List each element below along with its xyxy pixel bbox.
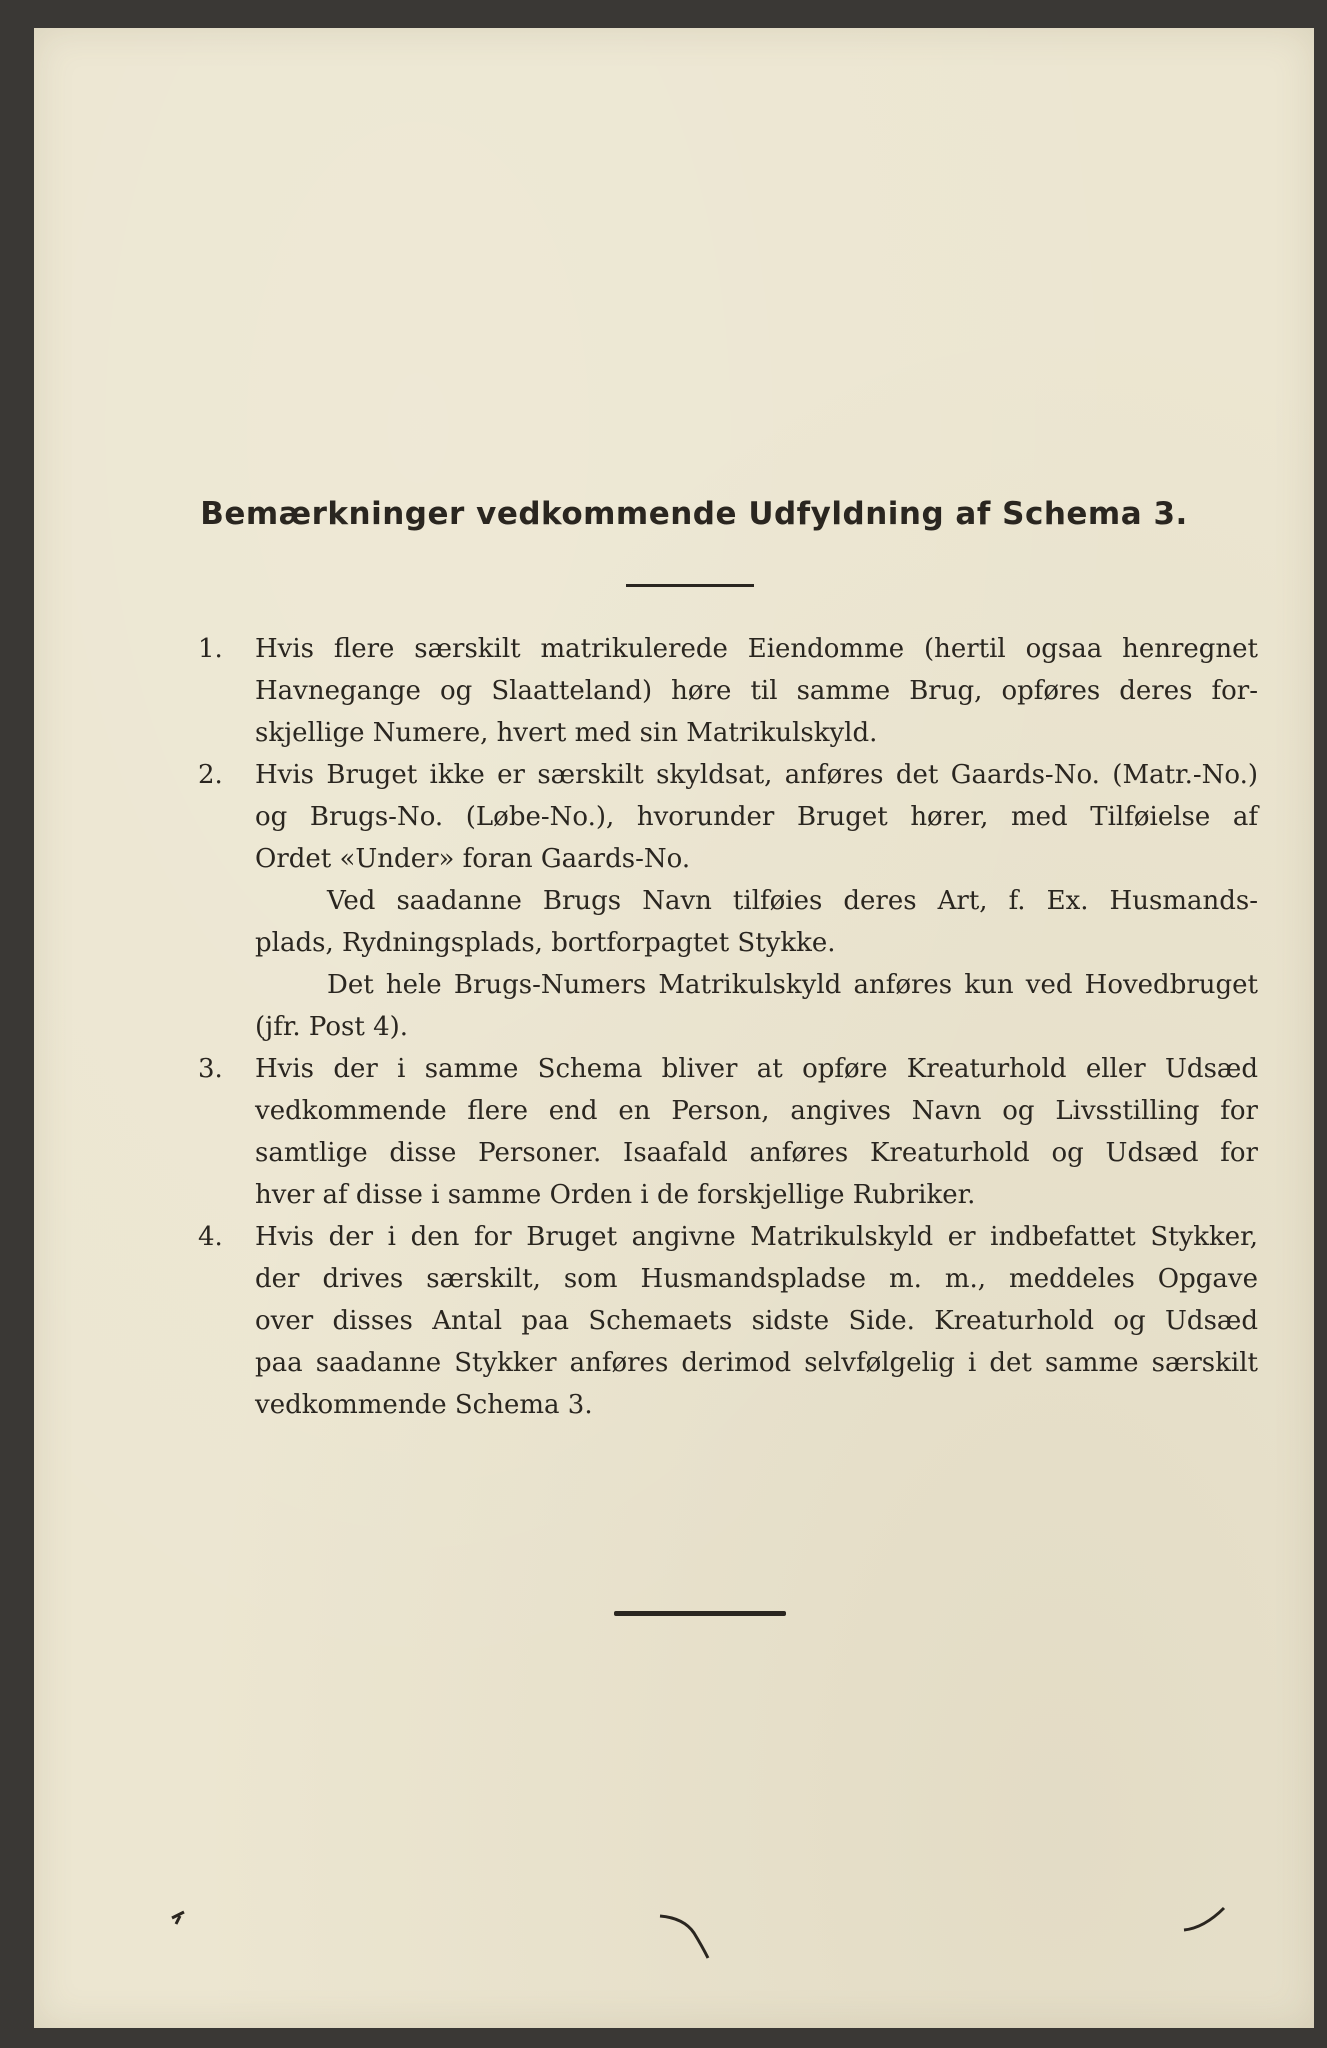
text-line: samtlige disse Personer. Isaafald anføres Kreaturhold og Udsæd for bbox=[255, 1138, 1258, 1168]
text-line: Hvis Bruget ikke er særskilt skyldsat, anføres det Gaards-No. (Matr.-No.) bbox=[255, 760, 1258, 790]
text-line: vedkommende Schema 3. bbox=[255, 1390, 593, 1420]
text-line: Hvis der i samme Schema bliver at opføre Kreaturhold eller Udsæd bbox=[255, 1054, 1258, 1084]
title-divider bbox=[626, 584, 754, 587]
item-number: 4. bbox=[198, 1222, 223, 1252]
remarks-list bbox=[198, 628, 1258, 1426]
text-line: vedkommende flere end en Person, angives Navn og Livsstilling for bbox=[255, 1096, 1258, 1126]
corner-mark-left bbox=[172, 1912, 184, 1924]
corner-mark-right bbox=[1184, 1908, 1224, 1930]
text-line: der drives særskilt, som Husmandspladse m. m., meddeles Opgave bbox=[255, 1264, 1258, 1294]
text-line: skjellige Numere, hvert med sin Matrikulskyld. bbox=[255, 718, 878, 748]
text-line: paa saadanne Stykker anføres derimod selvfølgelig i det samme særskilt bbox=[255, 1348, 1258, 1378]
text-line: plads, Rydningsplads, bortforpagtet Stykke. bbox=[255, 928, 836, 958]
text-line: Ved saadanne Brugs Navn tilføies deres Art, f. Ex. Husmands- bbox=[327, 886, 1258, 916]
item-number: 1. bbox=[198, 634, 223, 664]
document-page bbox=[34, 28, 1314, 2028]
text-line: Havnegange og Slaatteland) høre til samme Brug, opføres deres for- bbox=[255, 676, 1258, 706]
item-number: 3. bbox=[198, 1054, 223, 1084]
remark-item-3 bbox=[198, 1048, 1258, 1216]
item-number: 2. bbox=[198, 760, 223, 790]
text-line: Ordet «Under» foran Gaards-No. bbox=[255, 844, 691, 874]
text-line: over disses Antal paa Schemaets sidste Side. Kreaturhold og Udsæd bbox=[255, 1306, 1258, 1336]
text-line: og Brugs-No. (Løbe-No.), hvorunder Bruget hører, med Tilføielse af bbox=[255, 802, 1258, 832]
text-line: Det hele Brugs-Numers Matrikulskyld anføres kun ved Hovedbruget bbox=[327, 970, 1258, 1000]
corner-mark-center bbox=[660, 1916, 708, 1958]
remark-item-2 bbox=[198, 754, 1258, 1048]
end-divider bbox=[614, 1611, 786, 1616]
remark-item-1 bbox=[198, 628, 1258, 754]
text-line: Hvis der i den for Bruget angivne Matrikulskyld er indbefattet Stykker, bbox=[255, 1222, 1258, 1252]
text-line: (jfr. Post 4). bbox=[255, 1012, 409, 1042]
text-line: Hvis flere særskilt matrikulerede Eiendomme (hertil ogsaa henregnet bbox=[255, 634, 1258, 664]
text-line: hver af disse i samme Orden i de forskjellige Rubriker. bbox=[255, 1180, 976, 1210]
remark-item-4 bbox=[198, 1216, 1258, 1426]
page-title: Bemærkninger vedkommende Udfyldning af Schema 3. bbox=[200, 496, 1188, 532]
